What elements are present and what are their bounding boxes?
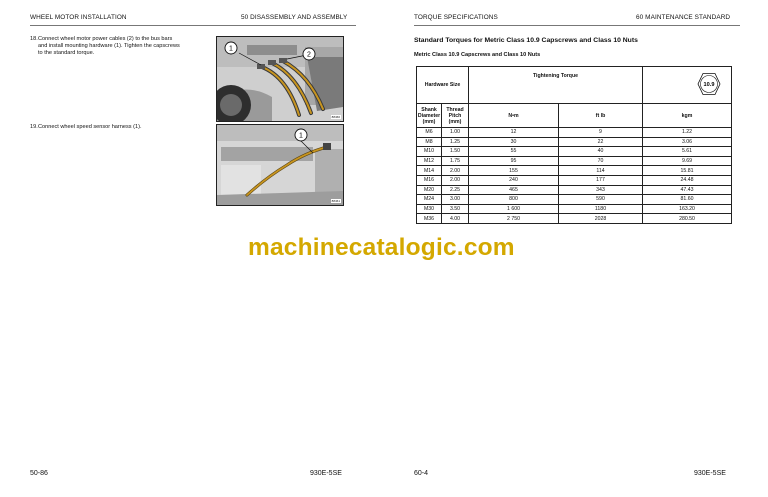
nm-header: N•m — [469, 104, 559, 128]
table-row — [417, 128, 732, 138]
torque-ftlb-cell: 22 — [559, 137, 643, 147]
step-18 — [30, 36, 215, 60]
torque-nm-cell: 30 — [469, 137, 559, 147]
step-18-line-1: Connect wheel motor power cables (2) to the bus bars — [38, 36, 173, 42]
torque-kgm-cell: 1.22 — [643, 128, 732, 138]
right-header-title: TORQUE SPECIFICATIONS — [414, 14, 498, 21]
shank-diameter-line-1: Shank — [421, 106, 437, 113]
grade-badge-cell — [643, 67, 732, 104]
torque-ftlb-cell: 2028 — [559, 214, 643, 224]
torque-nm-cell: 2 750 — [469, 214, 559, 224]
left-page-number: 50-86 — [30, 470, 48, 477]
photo-power-cables — [216, 36, 344, 122]
photo-1-code: 88460 — [331, 115, 340, 119]
table-row — [417, 195, 732, 205]
torque-nm-cell: 155 — [469, 166, 559, 176]
torque-ftlb-cell: 114 — [559, 166, 643, 176]
ftlb-header: ft lb — [559, 104, 643, 128]
table-header-row-2 — [417, 104, 732, 128]
torque-kgm-cell: 81.60 — [643, 195, 732, 205]
shank-diameter-cell: M20 — [417, 185, 442, 195]
torque-ftlb-cell: 590 — [559, 195, 643, 205]
torque-kgm-cell: 163.20 — [643, 204, 732, 214]
torque-kgm-cell: 15.81 — [643, 166, 732, 176]
torque-nm-cell: 12 — [469, 128, 559, 138]
shank-diameter-cell: M36 — [417, 214, 442, 224]
torque-nm-cell: 1 600 — [469, 204, 559, 214]
shank-diameter-cell: M24 — [417, 195, 442, 205]
table-row — [417, 175, 732, 185]
step-19-number: 19. — [30, 124, 38, 130]
table-row — [417, 204, 732, 214]
thread-pitch-cell: 3.00 — [442, 195, 469, 205]
thread-pitch-cell: 1.00 — [442, 128, 469, 138]
table-row — [417, 214, 732, 224]
shank-diameter-line-3: (mm) — [422, 118, 436, 125]
right-page-number: 60-4 — [414, 470, 429, 477]
step-18-line-3: to the standard torque. — [38, 50, 95, 57]
shank-diameter-cell: M30 — [417, 204, 442, 214]
torque-table — [416, 66, 732, 224]
sensor-harness-illustration — [217, 125, 343, 205]
torque-kgm-cell: 47.43 — [643, 185, 732, 195]
right-model-number: 930E-5SE — [694, 470, 726, 477]
left-header-section: 50 DISASSEMBLY AND ASSEMBLY — [241, 14, 348, 21]
table-row — [417, 166, 732, 176]
thread-pitch-line-3: (mm) — [448, 118, 462, 125]
shank-diameter-header — [417, 104, 442, 128]
shank-diameter-cell: M12 — [417, 156, 442, 166]
watermark-text: machinecatalogic.com — [248, 234, 515, 261]
right-header-rule — [414, 25, 740, 26]
torque-nm-cell: 55 — [469, 147, 559, 157]
torque-ftlb-cell: 40 — [559, 147, 643, 157]
tightening-torque-header: Tightening Torque — [469, 67, 643, 104]
section-title: Standard Torques for Metric Class 10.9 Capscrews and Class 10 Nuts — [414, 37, 638, 44]
torque-kgm-cell: 9.69 — [643, 156, 732, 166]
step-19-text — [38, 124, 216, 131]
shank-diameter-cell: M8 — [417, 137, 442, 147]
left-header-title: WHEEL MOTOR INSTALLATION — [30, 14, 127, 21]
torque-ftlb-cell: 9 — [559, 128, 643, 138]
table-title: Metric Class 10.9 Capscrews and Class 10 Nuts — [414, 52, 541, 58]
thread-pitch-line-2: Pitch — [448, 112, 462, 119]
photo-2-code: 88461 — [331, 199, 340, 203]
thread-pitch-cell: 1.75 — [442, 156, 469, 166]
torque-ftlb-cell: 70 — [559, 156, 643, 166]
torque-kgm-cell: 24.48 — [643, 175, 732, 185]
table-row — [417, 156, 732, 166]
thread-pitch-header — [442, 104, 469, 128]
callout-1-label: 1 — [229, 45, 233, 53]
table-row — [417, 147, 732, 157]
step-19 — [30, 124, 215, 134]
thread-pitch-cell: 1.25 — [442, 137, 469, 147]
step-19-line-1: Connect wheel speed sensor harness (1). — [38, 124, 142, 130]
grade-badge-label: 10.9 — [703, 82, 715, 88]
hardware-size-header: Hardware Size — [417, 67, 469, 104]
photo-speed-sensor-harness — [216, 124, 344, 206]
torque-table-body — [417, 128, 732, 224]
thread-pitch-cell: 2.25 — [442, 185, 469, 195]
step-18-text — [38, 36, 216, 58]
shank-diameter-cell: M14 — [417, 166, 442, 176]
thread-pitch-cell: 2.00 — [442, 166, 469, 176]
torque-kgm-cell: 3.06 — [643, 137, 732, 147]
callout-2-label: 2 — [307, 51, 311, 59]
torque-nm-cell: 95 — [469, 156, 559, 166]
hex-bolt-grade-icon — [697, 72, 721, 96]
torque-nm-cell: 800 — [469, 195, 559, 205]
thread-pitch-line-1: Thread — [446, 106, 464, 113]
callout-1-label-b: 1 — [299, 132, 303, 140]
thread-pitch-cell: 1.50 — [442, 147, 469, 157]
torque-kgm-cell: 5.61 — [643, 147, 732, 157]
thread-pitch-cell: 2.00 — [442, 175, 469, 185]
torque-ftlb-cell: 343 — [559, 185, 643, 195]
table-row — [417, 137, 732, 147]
thread-pitch-cell: 3.50 — [442, 204, 469, 214]
left-model-number: 930E-5SE — [310, 470, 342, 477]
power-cables-illustration — [217, 37, 343, 121]
step-18-line-2: and install mounting hardware (1). Tighten the capscrews — [38, 43, 180, 50]
torque-nm-cell: 240 — [469, 175, 559, 185]
table-row — [417, 185, 732, 195]
torque-ftlb-cell: 1180 — [559, 204, 643, 214]
thread-pitch-cell: 4.00 — [442, 214, 469, 224]
shank-diameter-line-2: Diameter — [417, 112, 441, 119]
torque-kgm-cell: 280.50 — [643, 214, 732, 224]
shank-diameter-cell: M10 — [417, 147, 442, 157]
torque-ftlb-cell: 177 — [559, 175, 643, 185]
shank-diameter-cell: M16 — [417, 175, 442, 185]
left-header-rule — [30, 25, 356, 26]
table-header-row-1 — [417, 67, 732, 104]
right-header-section: 60 MAINTENANCE STANDARD — [636, 14, 731, 21]
torque-nm-cell: 465 — [469, 185, 559, 195]
step-18-number: 18. — [30, 36, 38, 42]
shank-diameter-cell: M6 — [417, 128, 442, 138]
kgm-header: kgm — [643, 104, 732, 128]
